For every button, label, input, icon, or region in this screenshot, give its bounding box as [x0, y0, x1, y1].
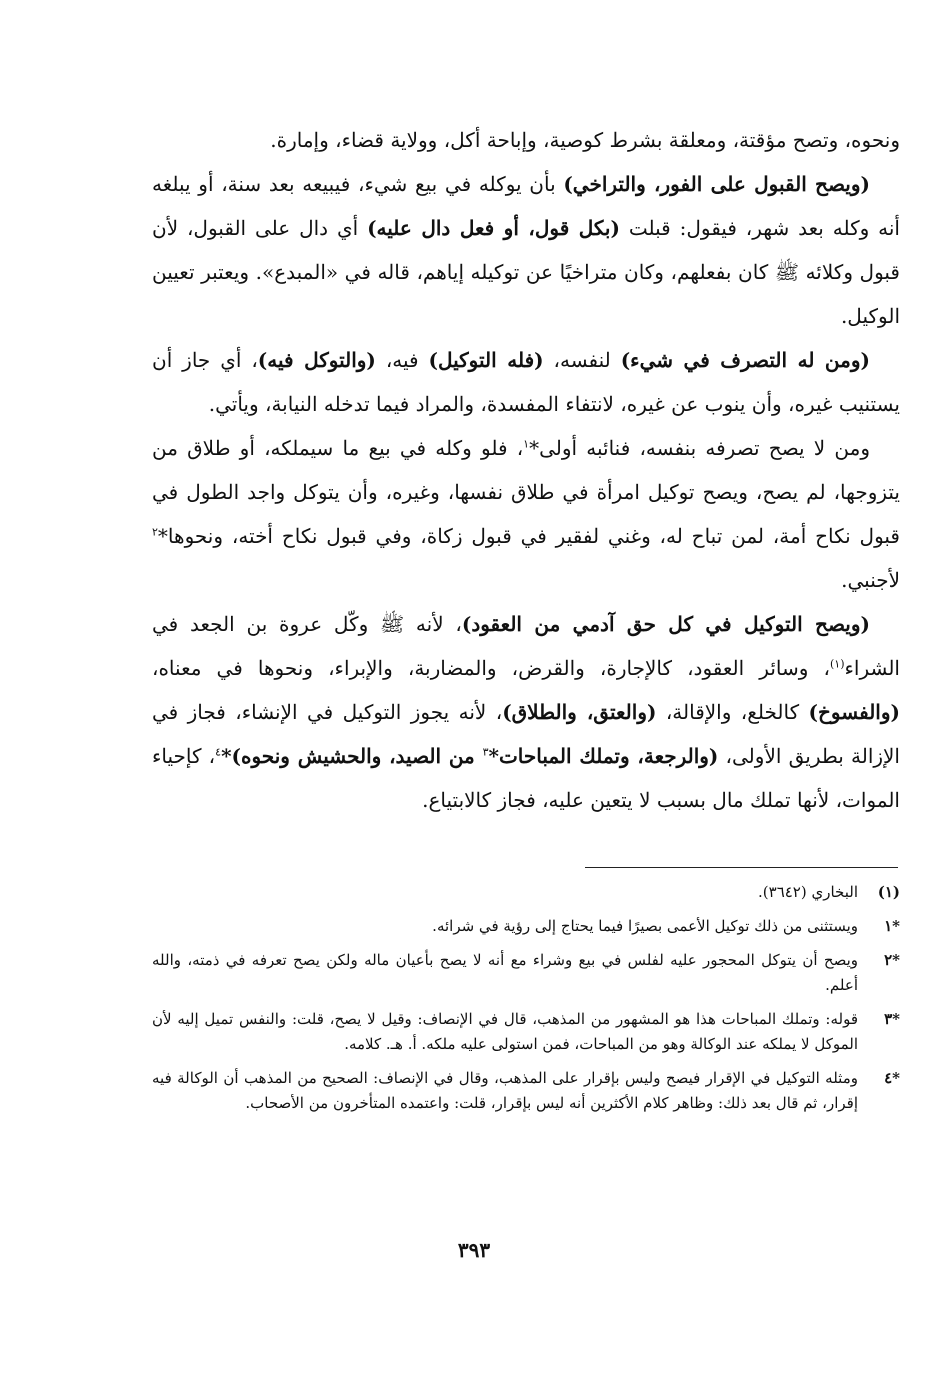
footnote-marker: (١): [829, 657, 845, 671]
sharh-text: أي دال على القبول، لأن قبول وكلائه ﷺ كان بفعلهم، وكان متراخيًا عن توكيله إياهم، قاله في «المبدع». ويعتبر تعيين الوكيل.: [152, 216, 900, 328]
matn-phrase: (والرجعة، وتملك المباحات*: [488, 744, 719, 768]
footnote: [152, 1066, 900, 1116]
paragraph-1-text: ونحوه، وتصح مؤقتة، ومعلقة بشرط كوصية، وإباحة أكل، وولاية قضاء، وإمارة.: [270, 128, 900, 152]
note-marker: ١: [523, 437, 530, 451]
paragraph-4: [152, 426, 900, 602]
paragraph-5: [152, 602, 900, 822]
sharh-text: لأجنبي.: [841, 568, 900, 592]
matn-phrase: (ويصح التوكيل في كل حق آدمي من العقود): [461, 612, 870, 636]
footnote-text: ويصح أن يتوكل المحجور عليه لفلس في بيع وشراء مع أنه لا يصح بأعيان ماله ولكن يصح تعرفه في ذمته، والله أعلم.: [152, 951, 858, 994]
matn-phrase: (والعتق، والطلاق): [502, 700, 657, 724]
footnote-mark: *٣: [884, 1010, 900, 1028]
footnote: [152, 1007, 900, 1057]
matn-phrase: من الصيد، والحشيش ونحوه)*: [221, 744, 483, 768]
paragraph-3: [152, 338, 900, 426]
note-marker: ٣: [482, 745, 489, 759]
sharh-text: كالخلع، والإقالة،: [656, 700, 809, 724]
sharh-text: ومن لا يصح تصرفه بنفسه، فنائبه أولى*: [529, 436, 870, 460]
footnote-text: ومثله التوكيل في الإقرار فيصح وليس بإقرار على المذهب، وقال في الإنصاف: الصحيح من المذهب أن الوكالة فيه إقرار، ثم قال بعد ذلك: وظاهر كلام الأكثرين أنه ليس بإقرار، قلت: واعتمده المتأخرون من الأصحاب.: [152, 1069, 858, 1112]
footnote: [152, 948, 900, 998]
note-marker: ٢: [152, 525, 158, 539]
sharh-text: ، لأنه يجوز التوكيل في الإنشاء، فجاز في الإزالة بطريق الأولى،: [152, 700, 900, 768]
page-number: ٣٩٣: [457, 1238, 491, 1262]
footnotes: [152, 880, 900, 1125]
footnote: [152, 914, 900, 939]
sharh-text: بأن يوكله في بيع شيء، فيبيعه بعد سنة، أو يبلغه أنه وكله بعد شهر، فيقول: قبلت: [152, 172, 900, 240]
sharh-text: ، أي جاز أن يستنيب غيره، وأن ينوب عن غيره، لانتفاء المفسدة، والمراد فيما تدخله النيابة، ويأتي.: [152, 348, 900, 416]
footnote-mark: *١: [884, 917, 900, 935]
matn-phrase: (فله التوكيل): [428, 348, 544, 372]
matn-phrase: (بكل قول، أو فعل دال عليه): [367, 216, 620, 240]
matn-phrase: (ومن له التصرف في شيء): [620, 348, 870, 372]
matn-phrase: (والتوكل فيه): [257, 348, 376, 372]
sharh-text: ، لأنه ﷺ وكّل عروة بن الجعد في الشراء: [152, 612, 900, 680]
footnote-text: قوله: وتملك المباحات هذا هو المشهور من المذهب، قال في الإنصاف: وقيل لا يصح، قلت: والنفس تميل إليه لأن الموكل لا يملكه عند الوكالة وهو من المباحات، فمن استولى عليه ملكه. أ. هـ. كلامه.: [152, 1010, 858, 1053]
footnote-divider: [585, 867, 898, 868]
sharh-text: ، فلو وكله في بيع ما سيملكه، أو طلاق من يتزوجها، لم يصح، ويصح توكيل امرأة في طلاق نفسها، وغيره، وأن يتوكل واجد الطول في قبول نكاح أمة، لمن تباح له، وغني لفقير في قبول زكاة، وفي قبول نكاح أخته، ونحوها*: [152, 436, 900, 548]
matn-phrase: (ويصح القبول على الفور، والتراخي): [563, 172, 870, 196]
sharh-text: فيه،: [375, 348, 429, 372]
footnote-mark: *٤: [884, 1069, 900, 1087]
main-text: [152, 118, 900, 822]
sharh-text: لنفسه،: [543, 348, 621, 372]
sharh-text: ، كإحياء الموات، لأنها تملك مال بسبب لا يتعين عليه، فجاز كالابتياع.: [152, 744, 900, 812]
footnote: [152, 880, 900, 905]
paragraph-1: [152, 118, 900, 162]
sharh-text: ، وسائر العقود، كالإجارة، والقرض، والمضاربة، والإبراء، ونحوها في معناه،: [152, 656, 830, 680]
matn-phrase: (والفسوخ): [808, 700, 900, 724]
footnote-text: ويستثنى من ذلك توكيل الأعمى بصيرًا فيما يحتاج إلى رؤية في شرائه.: [432, 917, 858, 935]
footnote-text: البخاري (٣٦٤٢).: [758, 883, 858, 901]
footnote-mark: (١): [877, 883, 900, 901]
paragraph-2: [152, 162, 900, 338]
footnote-mark: *٢: [884, 951, 900, 969]
note-marker: ٤: [215, 745, 222, 759]
